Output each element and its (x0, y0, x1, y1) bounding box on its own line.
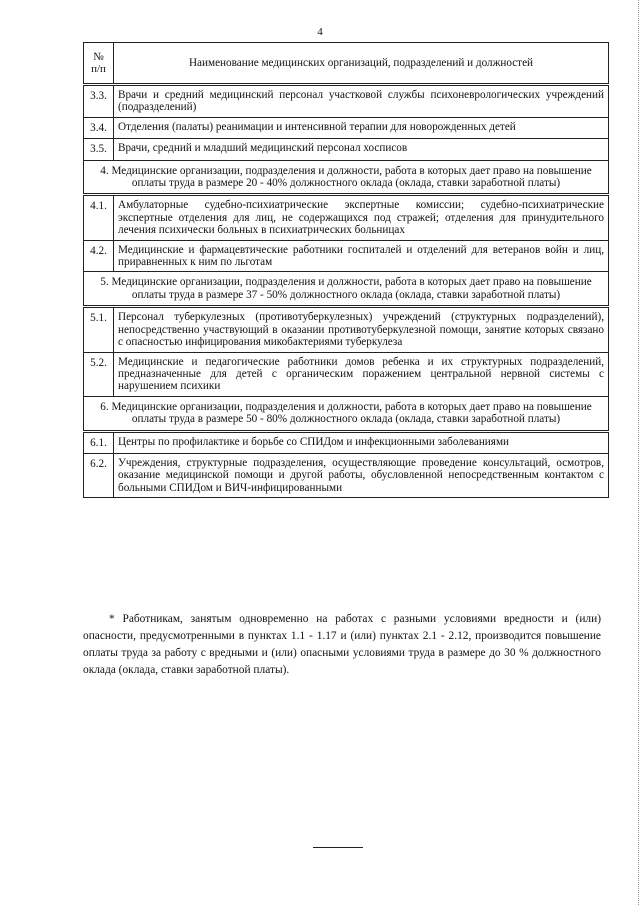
row-text: Медицинские и педагогические работники домов ребенка и их структурных подразделений, предназначенные для детей с органическим поражением центральной нервной системы с нарушением психики (114, 352, 609, 396)
section-row (84, 160, 609, 195)
row-text: Отделения (палаты) реанимации и интенсивной терапии для новорожденных детей (114, 117, 609, 138)
section-row (84, 396, 609, 431)
row-number: 5.1. (84, 307, 114, 352)
row-number: 3.4. (84, 117, 114, 138)
table-row (84, 85, 609, 118)
row-number: 4.2. (84, 240, 114, 272)
page-number: 4 (317, 26, 323, 38)
table-row (84, 431, 609, 453)
row-text: Врачи, средний и младший медицинский персонал хосписов (114, 139, 609, 160)
row-number: 5.2. (84, 352, 114, 396)
header-name: Наименование медицинских организаций, подразделений и должностей (114, 43, 609, 85)
table-row (84, 240, 609, 272)
table-row (84, 117, 609, 138)
row-number: 4.1. (84, 195, 114, 240)
closing-rule (313, 847, 363, 848)
row-number: 6.1. (84, 431, 114, 453)
row-number: 6.2. (84, 453, 114, 497)
row-text: Центры по профилактике и борьбе со СПИДом и инфекционными заболеваниями (114, 431, 609, 453)
table-header-row (84, 43, 609, 85)
row-text: Амбулаторные судебно-психиатрические экспертные комиссии; судебно-психиатрические экспертные отделения для лиц, не содержащихся под стражей; отделения для принудительного лечения психически больных в психиатрических больницах (114, 195, 609, 240)
table-row (84, 139, 609, 160)
row-text: Медицинские и фармацевтические работники госпиталей и отделений для ветеранов войн и лиц, приравненных к ним по льготам (114, 240, 609, 272)
section-heading: 6. Медицинские организации, подразделения и должности, работа в которых дает право на повышение оплаты труда в размере 50 - 80% должностного оклада (оклада, ставки заработной платы) (84, 396, 609, 431)
table-row (84, 352, 609, 396)
section-heading: 5. Медицинские организации, подразделения и должности, работа в которых дает право на повышение оплаты труда в размере 37 - 50% должностного оклада (оклада, ставки заработной платы) (84, 272, 609, 307)
row-number: 3.3. (84, 85, 114, 118)
table-row (84, 195, 609, 240)
table-row (84, 307, 609, 352)
section-row (84, 272, 609, 307)
header-number: № п/п (84, 43, 114, 85)
section-heading: 4. Медицинские организации, подразделения и должности, работа в которых дает право на повышение оплаты труда в размере 20 - 40% должностного оклада (оклада, ставки заработной платы) (84, 160, 609, 195)
positions-table (83, 42, 609, 498)
row-text: Персонал туберкулезных (противотуберкулезных) учреждений (структурных подразделений), непосредственно участвующий в оказании противотуберкулезной помощи, занятие которых связано с опасностью инфицирования микобактериями туберкулеза (114, 307, 609, 352)
row-text: Учреждения, структурные подразделения, осуществляющие проведение консультаций, осмотров, оказание медицинской помощи и другой работы, обусловленной непосредственным контактом с больными СПИДом и ВИЧ-инфицированными (114, 453, 609, 497)
page-edge-line (638, 0, 639, 905)
table-row (84, 453, 609, 497)
row-text: Врачи и средний медицинский персонал участковой службы психоневрологических учреждений (подразделений) (114, 85, 609, 118)
footnote: * Работникам, занятым одновременно на работах с разными условиями вредности и (или) опасности, предусмотренными в пунктах 1.1 - 1.17 и (или) пунктах 2.1 - 2.12, производится повышение оплаты труда за работу с вредными и (или) опасными условиями труда в размере до 30 % должностного оклада (оклада, ставки заработной платы). (83, 613, 601, 676)
row-number: 3.5. (84, 139, 114, 160)
